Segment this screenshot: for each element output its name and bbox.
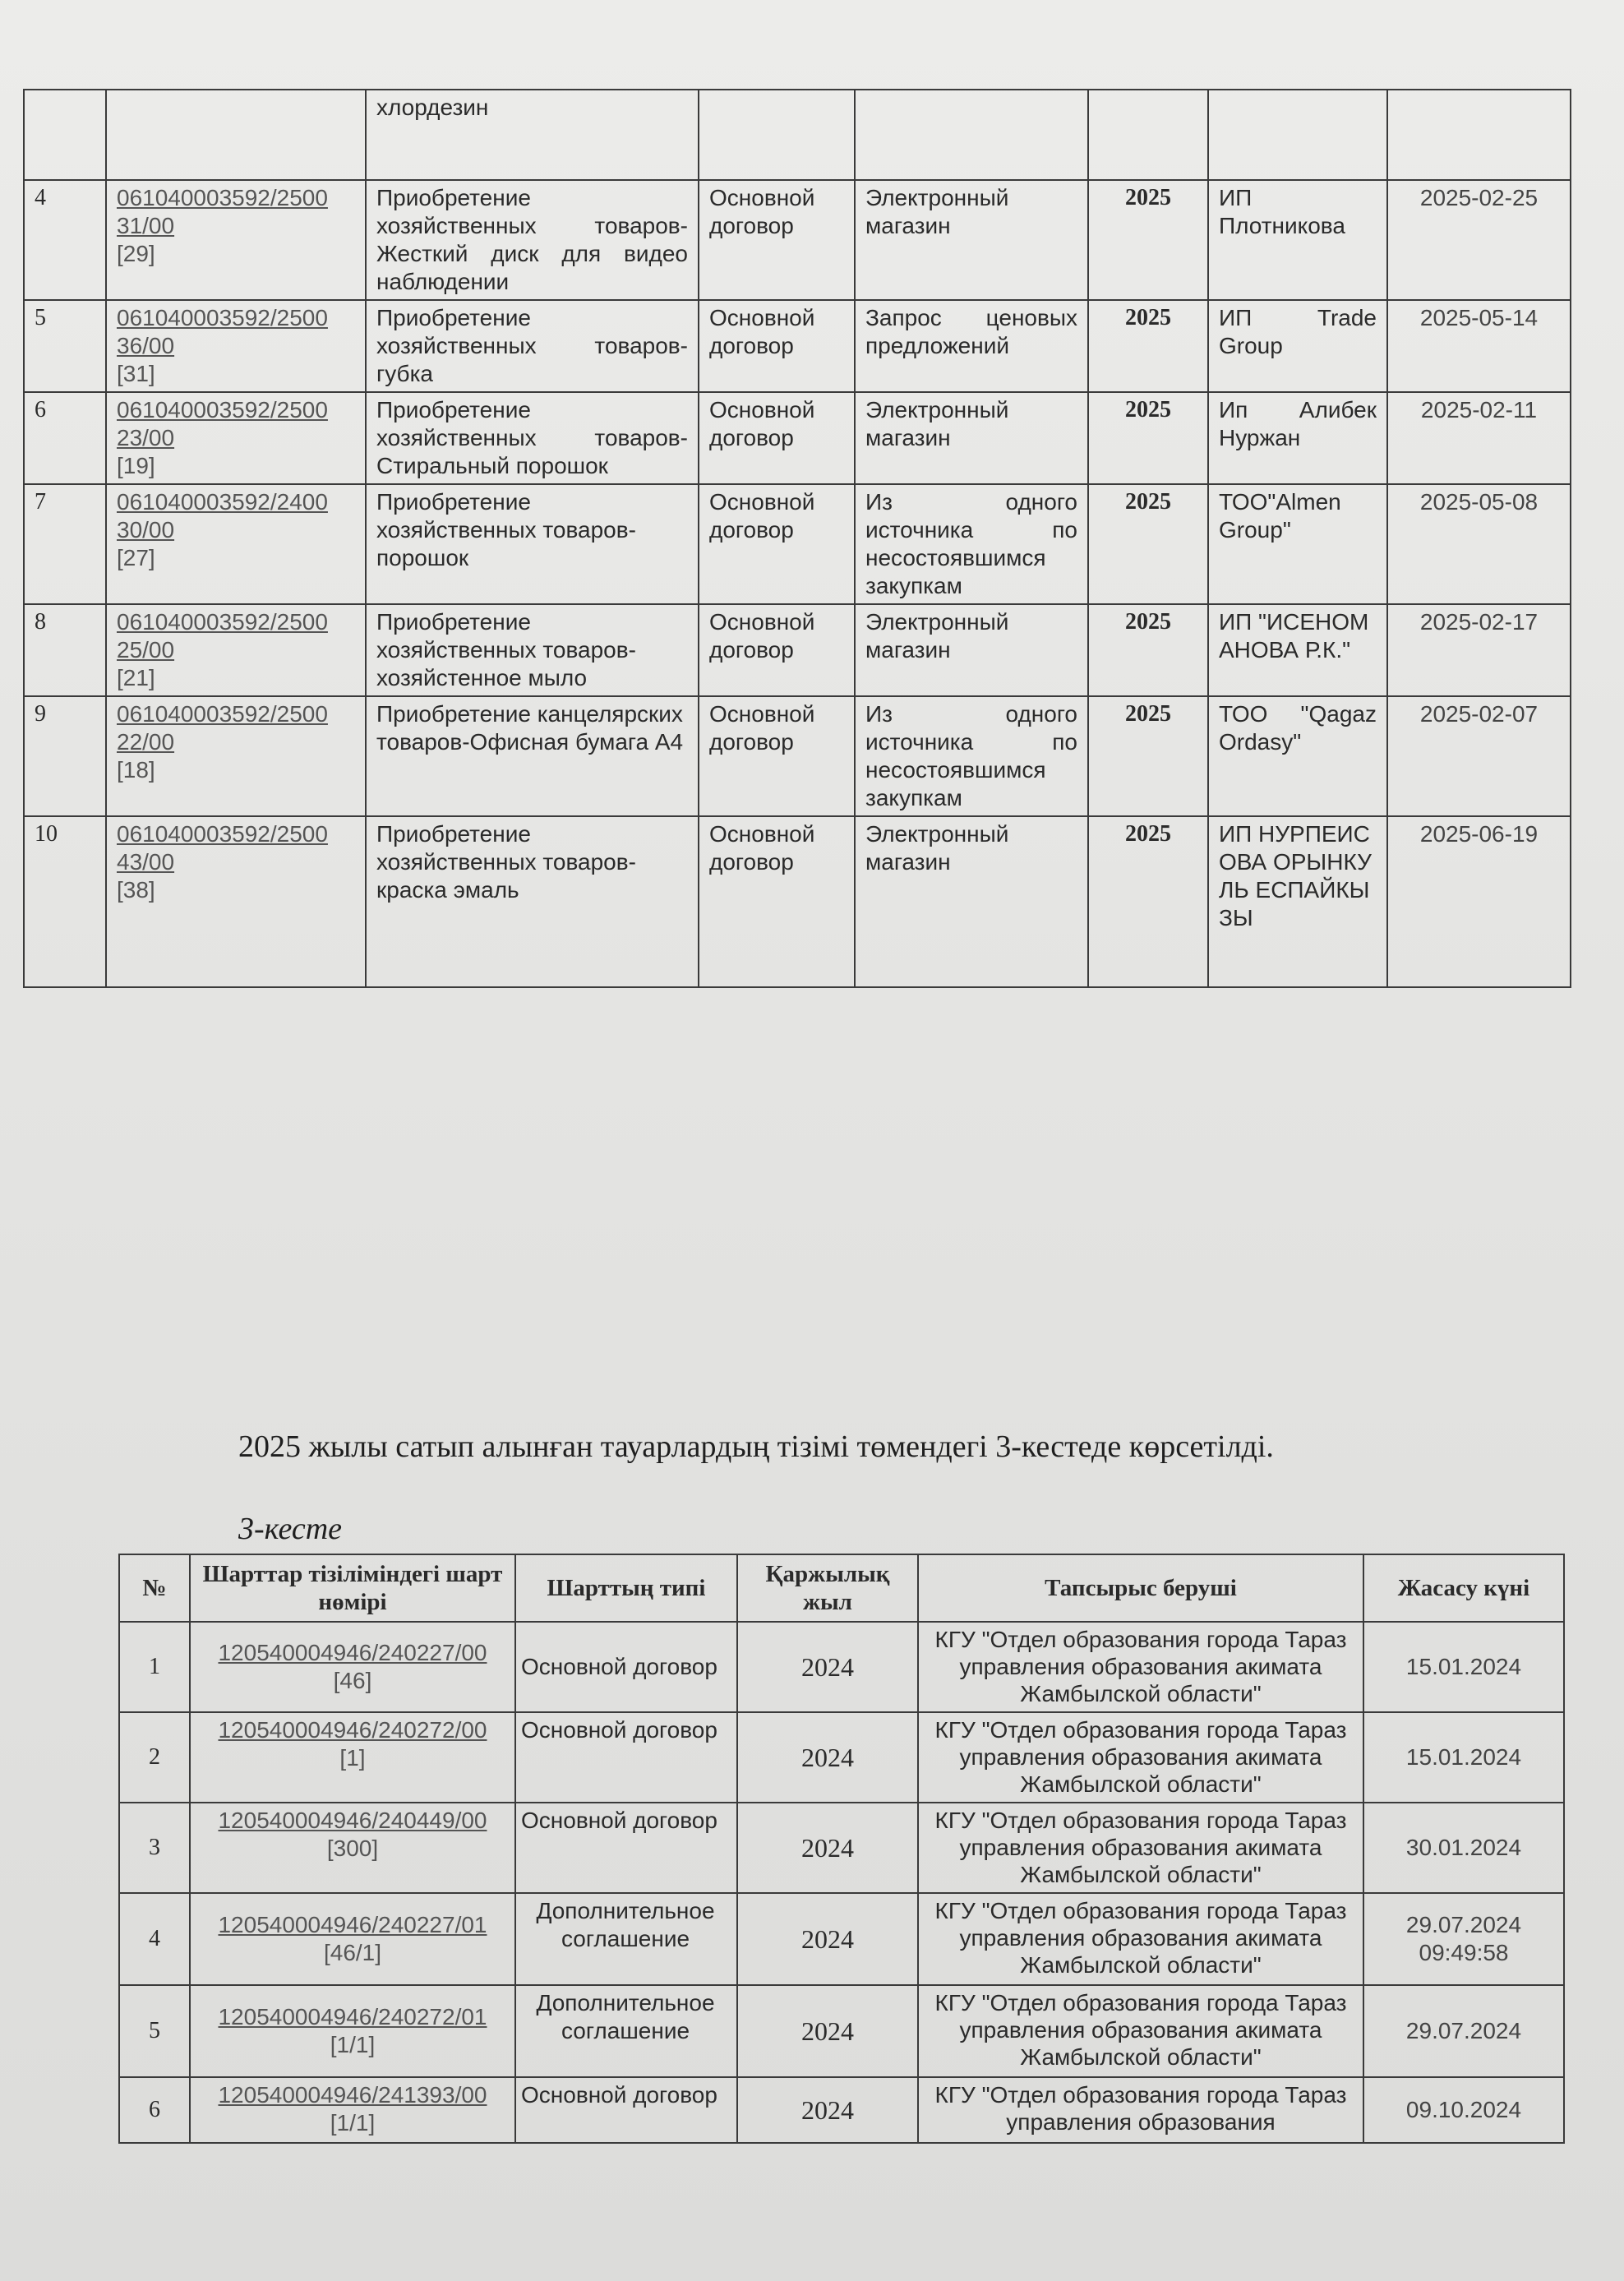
date-cell: 29.07.2024 09:49:58 [1363, 1893, 1564, 1985]
row-number: 10 [24, 816, 106, 987]
contract-type-cell: Основной договор [699, 484, 855, 604]
year-cell: 2025 [1088, 300, 1208, 392]
contract-number[interactable]: 061040003592/2500 23/00 [19] [106, 392, 366, 484]
contract-number[interactable]: 120540004946/240227/01 [46/1] [190, 1893, 515, 1985]
year-cell [1088, 90, 1208, 180]
method-cell: Из одного источника по несостоявшимся закупкам [855, 484, 1088, 604]
contract-number[interactable]: 120540004946/240272/00 [1] [190, 1712, 515, 1803]
table-row [24, 300, 1571, 392]
table-row [119, 2077, 1564, 2143]
supplier-cell: ИП Trade Group [1208, 300, 1387, 392]
row-number: 2 [119, 1712, 190, 1803]
contract-number[interactable]: 061040003592/2500 31/00 [29] [106, 180, 366, 300]
table-row [119, 1893, 1564, 1985]
contract-type-cell: Основной договор [515, 1712, 737, 1803]
table-row [24, 816, 1571, 987]
row-number: 8 [24, 604, 106, 696]
method-cell: Электронный магазин [855, 392, 1088, 484]
row-number: 5 [119, 1985, 190, 2077]
table-row [119, 1985, 1564, 2077]
subject-cell: Приобретение канцелярских товаров-Офисная бумага А4 [366, 696, 699, 816]
year-cell: 2024 [737, 1622, 918, 1712]
contract-number[interactable]: 120540004946/240449/00 [300] [190, 1803, 515, 1893]
year-cell: 2025 [1088, 816, 1208, 987]
contract-number [106, 90, 366, 180]
method-cell: Запрос ценовых предложений [855, 300, 1088, 392]
header-type: Шарттың типі [515, 1554, 737, 1622]
row-number: 6 [119, 2077, 190, 2143]
row-number: 6 [24, 392, 106, 484]
customer-cell: КГУ "Отдел образования города Тараз управления образования [918, 2077, 1363, 2143]
supplier-cell [1208, 90, 1387, 180]
contract-number[interactable]: 120540004946/241393/00 [1/1] [190, 2077, 515, 2143]
method-cell [855, 90, 1088, 180]
contract-number[interactable]: 061040003592/2500 36/00 [31] [106, 300, 366, 392]
row-number: 4 [24, 180, 106, 300]
date-cell: 2025-02-07 [1387, 696, 1571, 816]
table-row [119, 1712, 1564, 1803]
year-cell: 2024 [737, 1985, 918, 2077]
row-number [24, 90, 106, 180]
customer-cell: КГУ "Отдел образования города Тараз управления образования акимата Жамбылской области" [918, 1803, 1363, 1893]
date-cell: 2025-02-17 [1387, 604, 1571, 696]
date-cell: 15.01.2024 [1363, 1712, 1564, 1803]
table-row [24, 90, 1571, 180]
date-cell: 2025-02-25 [1387, 180, 1571, 300]
customer-cell: КГУ "Отдел образования города Тараз управления образования акимата Жамбылской области" [918, 1712, 1363, 1803]
date-cell: 15.01.2024 [1363, 1622, 1564, 1712]
contract-number[interactable]: 061040003592/2400 30/00 [27] [106, 484, 366, 604]
table-row [119, 1622, 1564, 1712]
method-cell: Из одного источника по несостоявшимся закупкам [855, 696, 1088, 816]
row-number: 1 [119, 1622, 190, 1712]
subject-cell: хлордезин [366, 90, 699, 180]
contract-number[interactable]: 120540004946/240227/00 [46] [190, 1622, 515, 1712]
year-cell: 2025 [1088, 696, 1208, 816]
subject-cell: Приобретение хозяйственных товаров-губка [366, 300, 699, 392]
contract-type-cell [699, 90, 855, 180]
table-row [119, 1803, 1564, 1893]
contract-type-cell: Основной договор [699, 180, 855, 300]
year-cell: 2024 [737, 2077, 918, 2143]
table-row [24, 604, 1571, 696]
contract-type-cell: Основной договор [699, 300, 855, 392]
method-cell: Электронный магазин [855, 604, 1088, 696]
date-cell: 09.10.2024 [1363, 2077, 1564, 2143]
contract-number[interactable]: 061040003592/2500 43/00 [38] [106, 816, 366, 987]
header-customer: Тапсырыс беруші [918, 1554, 1363, 1622]
method-cell: Электронный магазин [855, 816, 1088, 987]
contract-type-cell: Основной договор [515, 2077, 737, 2143]
header-contract: Шарттар тізіліміндегі шарт нөмірі [190, 1554, 515, 1622]
subject-cell: Приобретение хозяйственных товаров-Стиральный порошок [366, 392, 699, 484]
date-cell: 2025-05-08 [1387, 484, 1571, 604]
header-date: Жасасу күні [1363, 1554, 1564, 1622]
supplier-cell: ИП "ИСЕНОМАНОВА Р.К." [1208, 604, 1387, 696]
table-header-row [119, 1554, 1564, 1622]
supplier-cell: ТОО "Qagaz Ordasy" [1208, 696, 1387, 816]
row-number: 9 [24, 696, 106, 816]
date-cell: 29.07.2024 [1363, 1985, 1564, 2077]
supplier-cell: ИП НУРПЕИСОВА ОРЫНКУЛЬ ЕСПАЙКЫЗЫ [1208, 816, 1387, 987]
row-number: 3 [119, 1803, 190, 1893]
supplier-cell: ТОО"Almen Group" [1208, 484, 1387, 604]
customer-cell: КГУ "Отдел образования города Тараз управления образования акимата Жамбылской области" [918, 1893, 1363, 1985]
customer-cell: КГУ "Отдел образования города Тараз управления образования акимата Жамбылской области" [918, 1622, 1363, 1712]
contracts-table [118, 1554, 1565, 2144]
supplier-cell: Ип Алибек Нуржан [1208, 392, 1387, 484]
contract-type-cell: Дополнительное соглашение [515, 1985, 737, 2077]
year-cell: 2025 [1088, 484, 1208, 604]
contract-type-cell: Основной договор [515, 1803, 737, 1893]
table-row [24, 180, 1571, 300]
row-number: 7 [24, 484, 106, 604]
table-caption: 3-кесте [238, 1512, 343, 1546]
year-cell: 2024 [737, 1803, 918, 1893]
contract-number[interactable]: 120540004946/240272/01 [1/1] [190, 1985, 515, 2077]
procurement-table-continued [23, 89, 1571, 988]
contract-number[interactable]: 061040003592/2500 25/00 [21] [106, 604, 366, 696]
header-year: Қаржылық жыл [737, 1554, 918, 1622]
summary-paragraph: 2025 жылы сатып алынған тауарлардың тізімі төмендегі 3-кестеде көрсетілді. [238, 1429, 1274, 1464]
year-cell: 2025 [1088, 392, 1208, 484]
contract-type-cell: Дополнительное соглашение [515, 1893, 737, 1985]
date-cell: 2025-06-19 [1387, 816, 1571, 987]
contract-type-cell: Основной договор [699, 816, 855, 987]
year-cell: 2025 [1088, 180, 1208, 300]
date-cell: 30.01.2024 [1363, 1803, 1564, 1893]
customer-cell: КГУ "Отдел образования города Тараз управления образования акимата Жамбылской области" [918, 1985, 1363, 2077]
year-cell: 2025 [1088, 604, 1208, 696]
contract-type-cell: Основной договор [699, 696, 855, 816]
subject-cell: Приобретение хозяйственных товаров-хозяйстенное мыло [366, 604, 699, 696]
header-num: № [119, 1554, 190, 1622]
year-cell: 2024 [737, 1893, 918, 1985]
supplier-cell: ИП Плотникова [1208, 180, 1387, 300]
subject-cell: Приобретение хозяйственных товаров-Жесткий диск для видео наблюдении [366, 180, 699, 300]
subject-cell: Приобретение хозяйственных товаров-краска эмаль [366, 816, 699, 987]
date-cell: 2025-05-14 [1387, 300, 1571, 392]
date-cell [1387, 90, 1571, 180]
date-cell: 2025-02-11 [1387, 392, 1571, 484]
contract-type-cell: Основной договор [699, 604, 855, 696]
contract-type-cell: Основной договор [699, 392, 855, 484]
contract-number[interactable]: 061040003592/2500 22/00 [18] [106, 696, 366, 816]
table-row [24, 484, 1571, 604]
row-number: 5 [24, 300, 106, 392]
method-cell: Электронный магазин [855, 180, 1088, 300]
table-row [24, 392, 1571, 484]
year-cell: 2024 [737, 1712, 918, 1803]
subject-cell: Приобретение хозяйственных товаров-порошок [366, 484, 699, 604]
row-number: 4 [119, 1893, 190, 1985]
table-row [24, 696, 1571, 816]
contract-type-cell: Основной договор [515, 1622, 737, 1712]
